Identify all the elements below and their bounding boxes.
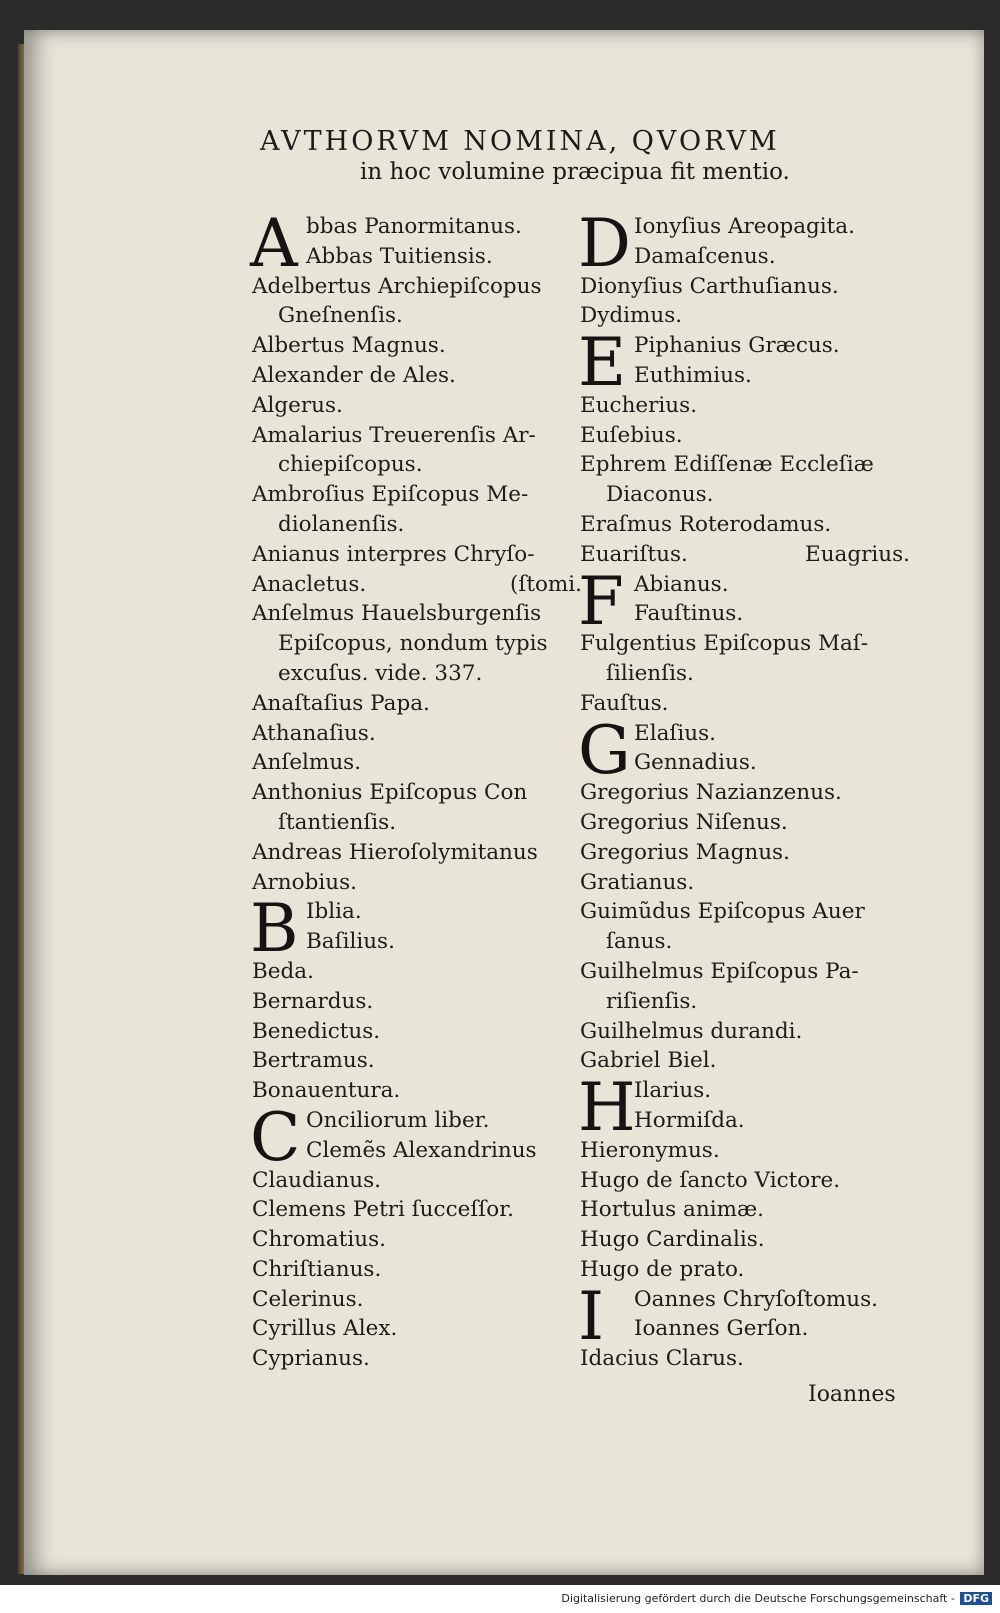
index-entry: [252, 719, 582, 749]
entry-text: Bertramus.: [252, 1048, 375, 1074]
entry-text: Guimũdus Epiſcopus Auer: [580, 899, 865, 925]
index-entry: [252, 1076, 582, 1106]
header-title: AVTHORVM NOMINA, QVORVM: [260, 126, 780, 157]
index-entry: [252, 1017, 582, 1047]
entry-text: Epiſcopus, nondum typis: [278, 631, 548, 657]
index-entry: [252, 1285, 582, 1315]
entry-text: Ambroſius Epiſcopus Me-: [252, 482, 529, 508]
entry-text: Gregorius Nazianzenus.: [580, 780, 842, 806]
entry-text: Anſelmus.: [252, 750, 362, 776]
index-entry: [580, 957, 910, 987]
index-entry: [580, 748, 910, 778]
index-entry: [580, 391, 910, 421]
entry-text: Chriſtianus.: [252, 1256, 382, 1282]
index-entry: [252, 510, 582, 540]
drop-cap-letter: E: [578, 324, 627, 402]
index-entry: [580, 361, 910, 391]
entry-text: excuſus. vide. 337.: [278, 660, 483, 686]
index-entry: [252, 1136, 582, 1166]
entry-text: Ioannes Gerſon.: [634, 1316, 809, 1342]
index-entry: [252, 361, 582, 391]
entry-text: Andreas Hieroſolymitanus: [252, 839, 538, 865]
drop-cap-letter: A: [250, 205, 298, 282]
index-entry: [252, 1344, 582, 1374]
entry-text: Albertus Magnus.: [252, 333, 446, 359]
drop-cap-letter: C: [250, 1098, 301, 1176]
entry-text: Gennadius.: [634, 750, 757, 776]
index-entry: [580, 868, 910, 898]
drop-cap-letter: I: [578, 1277, 605, 1355]
index-entry: [252, 659, 582, 689]
index-entry: [252, 301, 582, 331]
index-entry: [252, 570, 582, 600]
index-entry: [580, 510, 910, 540]
index-entry: [252, 331, 582, 361]
entry-text: Clemẽs Alexandrinus: [306, 1137, 537, 1163]
drop-cap-letter: B: [250, 890, 299, 968]
index-entry: [252, 868, 582, 898]
entry-text: Ephrem Ediſſenæ Eccleſiæ: [580, 452, 874, 478]
entry-text: Hugo de ſancto Victore.: [580, 1167, 841, 1193]
index-entry: [252, 778, 582, 808]
entry-text: Ilarius.: [634, 1078, 712, 1104]
index-entry: [580, 540, 910, 570]
index-entry: [252, 1166, 582, 1196]
entry-text: Idacius Clarus.: [580, 1346, 744, 1372]
entry-text: Anacletus.: [252, 571, 367, 597]
index-entry: [580, 242, 910, 272]
entry-text: Anaſtaſius Papa.: [252, 690, 430, 716]
entry-text: Oannes Chryſoſtomus.: [634, 1286, 878, 1312]
index-entry: [252, 808, 582, 838]
entry-tail-text: Euagrius.: [805, 541, 910, 567]
entry-text: Hortulus animæ.: [580, 1197, 765, 1223]
index-entry: [252, 1314, 582, 1344]
index-entry: [580, 1225, 910, 1255]
entry-text: bbas Panormitanus.: [306, 214, 522, 239]
entry-text: Gratianus.: [580, 869, 695, 895]
index-entry: [580, 778, 910, 808]
entry-text: Abbas Tuitiensis.: [306, 243, 493, 269]
entry-text: Fulgentius Epiſcopus Maſ-: [580, 631, 869, 657]
drop-cap-letter: H: [578, 1069, 636, 1147]
entry-text: Bernardus.: [252, 988, 374, 1014]
index-entry: [252, 927, 582, 957]
index-entry: [580, 927, 910, 957]
entry-text: Benedictus.: [252, 1018, 381, 1044]
entry-text: Claudianus.: [252, 1167, 382, 1193]
dfg-logo: DFG: [960, 1592, 992, 1605]
entry-text: Adelbertus Archiepiſcopus: [252, 273, 542, 299]
index-entry: [580, 450, 910, 480]
index-entry: [580, 421, 910, 451]
entry-text: Gabriel Biel.: [580, 1048, 717, 1074]
entry-text: Piphanius Græcus.: [634, 333, 840, 359]
digitization-footer: [561, 1592, 992, 1605]
index-entry: [252, 689, 582, 719]
entry-text: Abianus.: [634, 571, 729, 597]
drop-cap-letter: F: [578, 562, 624, 640]
right-column: [578, 205, 910, 1374]
entry-text: ſanus.: [606, 929, 673, 955]
index-entry: [252, 480, 582, 510]
entry-text: Beda.: [252, 958, 314, 984]
entry-text: Celerinus.: [252, 1286, 364, 1312]
index-entry: [252, 540, 582, 570]
entry-text: riſienſis.: [606, 988, 698, 1014]
drop-cap-letter: G: [578, 711, 631, 789]
entry-text: Gneſnenſis.: [278, 303, 403, 329]
index-entry: [580, 897, 910, 927]
entry-text: Guilhelmus Epiſcopus Pa-: [580, 958, 859, 984]
entry-text: Cyrillus Alex.: [252, 1316, 398, 1342]
index-entry: [252, 242, 582, 272]
index-entry: [580, 301, 910, 331]
footer-credit: Digitalisierung gefördert durch die Deutsche Forschungsgemeinschaft -: [561, 1592, 955, 1605]
index-entry: [252, 391, 582, 421]
index-entry: [252, 1225, 582, 1255]
index-entry: [252, 1255, 582, 1285]
entry-text: Fauſtinus.: [634, 601, 744, 627]
entry-text: Hugo de prato.: [580, 1256, 745, 1282]
index-entry: [580, 272, 910, 302]
index-entry: [580, 480, 910, 510]
index-entry: [252, 987, 582, 1017]
entry-text: Euſebius.: [580, 422, 683, 448]
entry-text: ſilienſis.: [606, 660, 694, 686]
index-entry: [580, 808, 910, 838]
entry-text: Guilhelmus durandi.: [580, 1018, 803, 1044]
entry-text: Arnobius.: [252, 869, 357, 895]
index-entry: [580, 629, 910, 659]
entry-text: Ionyſius Areopagita.: [634, 214, 855, 239]
entry-text: Bonauentura.: [252, 1078, 401, 1104]
index-entry: [252, 957, 582, 987]
left-column: [250, 205, 582, 1374]
index-entry: [252, 1046, 582, 1076]
entry-text: Damaſcenus.: [634, 243, 776, 269]
entry-text: chiepiſcopus.: [278, 452, 423, 478]
entry-text: Diaconus.: [606, 482, 714, 508]
index-entry: [580, 1166, 910, 1196]
entry-text: Clemens Petri ſucceſſor.: [252, 1197, 514, 1223]
index-entry: [252, 629, 582, 659]
index-entry: [580, 1136, 910, 1166]
entry-text: Amalarius Treuerenſis Ar-: [252, 422, 536, 448]
index-entry: [252, 748, 582, 778]
entry-text: Onciliorum liber.: [306, 1107, 490, 1133]
entry-text: Eraſmus Roterodamus.: [580, 511, 832, 537]
entry-text: Euthimius.: [634, 362, 752, 388]
entry-text: Iblia.: [306, 899, 362, 925]
entry-text: Gregorius Magnus.: [580, 839, 790, 865]
entry-text: ſtantienſis.: [278, 809, 397, 835]
index-entry: [580, 1106, 910, 1136]
index-entry: [252, 421, 582, 451]
entry-text: Anthonius Epiſcopus Con: [252, 780, 528, 806]
index-entry: [580, 1017, 910, 1047]
index-entry: [252, 450, 582, 480]
index-entry: [252, 599, 582, 629]
entry-text: Anianus interpres Chryſo-: [252, 541, 535, 567]
entry-text: Hieronymus.: [580, 1137, 720, 1163]
index-entry: [580, 599, 910, 629]
entry-text: Dionyſius Carthuſianus.: [580, 273, 839, 299]
index-entry: [252, 838, 582, 868]
entry-text: Gregorius Niſenus.: [580, 809, 788, 835]
entry-text: diolanenſis.: [278, 511, 405, 537]
index-entry: [580, 987, 910, 1017]
entry-text: Hormiſda.: [634, 1107, 745, 1133]
entry-text: Hugo Cardinalis.: [580, 1227, 765, 1253]
index-entry: [252, 1195, 582, 1225]
index-entry: [252, 272, 582, 302]
entry-text: Eucherius.: [580, 392, 698, 418]
page-header: [260, 126, 920, 185]
entry-text: Chromatius.: [252, 1227, 386, 1253]
entry-text: Anſelmus Hauelsburgenſis: [252, 601, 542, 627]
entry-tail-text: (ſtomi.: [509, 571, 582, 597]
entry-text: Cyprianus.: [252, 1346, 370, 1372]
entry-text: Dydimus.: [580, 303, 683, 329]
entry-text: Elaſius.: [634, 720, 716, 746]
header-subtitle: in hoc volumine præcipua fit mentio.: [360, 159, 790, 185]
entry-text: Fauſtus.: [580, 690, 669, 716]
index-entry: [580, 1195, 910, 1225]
catchword: Ioannes: [808, 1382, 896, 1407]
entry-text: Euariſtus.: [580, 541, 688, 567]
index-entry: [580, 1255, 910, 1285]
entry-text: Alexander de Ales.: [252, 362, 456, 388]
index-entry: [580, 838, 910, 868]
index-entry: [580, 1314, 910, 1344]
index-entry: [580, 1344, 910, 1374]
entry-text: Baſilius.: [306, 929, 395, 955]
drop-cap-letter: D: [578, 205, 631, 282]
index-entry: [580, 659, 910, 689]
entry-text: Athanaſius.: [252, 720, 376, 746]
entry-text: Algerus.: [252, 392, 343, 418]
